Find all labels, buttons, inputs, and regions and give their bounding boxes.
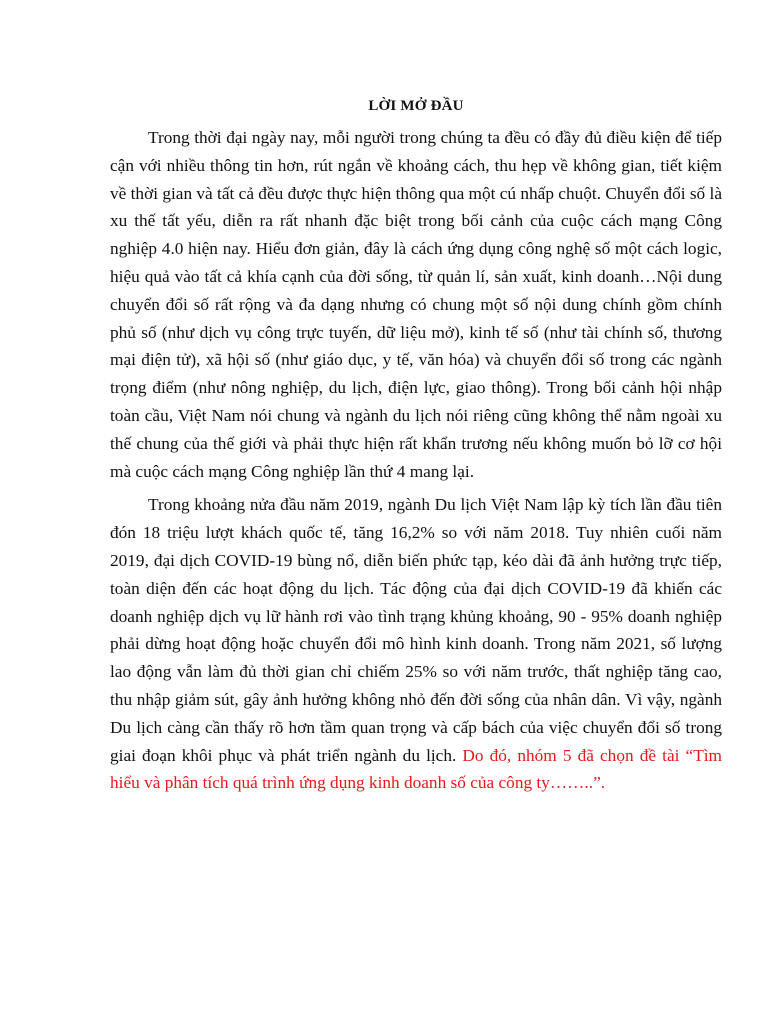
paragraph-context-text: Trong khoảng nửa đầu năm 2019, ngành Du lịch Việt Nam lập kỳ tích lần đầu tiên đón 18 triệu lượt khách quốc tế, tăng 16,2% so với năm 2018. Tuy nhiên cuối năm 2019, đại dịch COVID-19 bùng nổ, diễn biến phức tạp, kéo dài đã ảnh hưởng trực tiếp, toàn diện đến các hoạt động du lịch. Tác động của đại dịch COVID-19 đã khiến các doanh nghiệp dịch vụ lữ hành rơi vào tình trạng khủng khoảng, 90 - 95% doanh nghiệp phải dừng hoạt động hoặc chuyển đổi mô hình kinh doanh. Trong năm 2021, số lượng lao động vẫn làm đủ thời gian chỉ chiếm 25% so với năm trước, thất nghiệp tăng cao, thu nhập giảm sút, gây ảnh hưởng không nhỏ đến đời sống của nhân dân. Vì vậy, ngành Du lịch càng cần thấy rõ hơn tầm quan trọng và cấp bách của việc chuyển đổi số trong giai đoạn khôi phục và phát triển ngành du lịch. bbox=[110, 495, 722, 765]
topic-highlight-text: Do đó, nhóm 5 đã chọn đề tài “Tìm hiểu và phân tích quá trình ứng dụng kinh doanh số của công ty……..”. bbox=[110, 745, 722, 793]
document-title: LỜI MỞ ĐẦU bbox=[368, 98, 464, 114]
paragraph-intro bbox=[110, 124, 722, 485]
paragraph-context bbox=[110, 491, 722, 797]
paragraph-intro-text: Trong thời đại ngày nay, mỗi người trong chúng ta đều có đầy đủ điều kiện để tiếp cận với nhiều thông tin hơn, rút ngắn về khoảng cách, thu hẹp về không gian, tiết kiệm về thời gian và tất cả đều được thực hiện thông qua một cú nhấp chuột. Chuyển đổi số là xu thế tất yếu, diễn ra rất nhanh đặc biệt trong bối cảnh của cuộc cách mạng Công nghiệp 4.0 hiện nay. Hiểu đơn giản, đây là cách ứng dụng công nghệ số một cách logic, hiệu quả vào tất cả khía cạnh của đời sống, từ quản lí, sản xuất, kinh doanh…Nội dung chuyển đổi số rất rộng và đa dạng nhưng có chung một số nội dung chính gồm chính phủ số (như dịch vụ công trực tuyến, dữ liệu mở), kinh tế số (như tài chính số, thương mại điện tử), xã hội số (như giáo dục, y tế, văn hóa) và chuyển đổi số trong các ngành trọng điểm (như nông nghiệp, du lịch, điện lực, giao thông). Trong bối cảnh hội nhập toàn cầu, Việt Nam nói chung và ngành du lịch nói riêng cũng không thể nằm ngoài xu thế chung của thế giới và phải thực hiện rất khẩn trương nếu không muốn bỏ lỡ cơ hội mà cuộc cách mạng Công nghiệp lần thứ 4 mang lại. bbox=[110, 128, 722, 481]
document-page bbox=[110, 96, 722, 803]
